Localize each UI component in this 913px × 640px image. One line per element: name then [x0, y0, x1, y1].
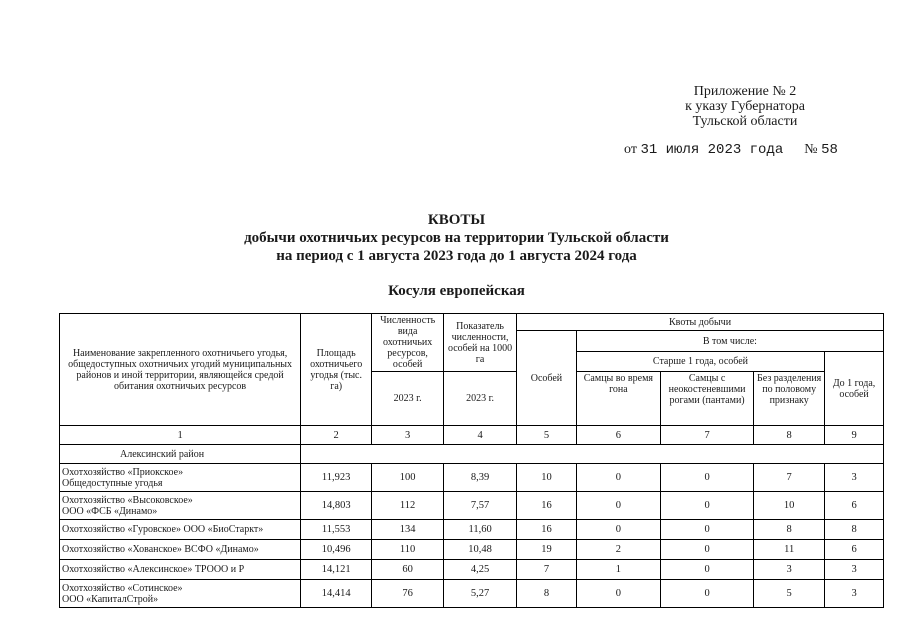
appendix-line-2: к указу Губернатора: [685, 99, 805, 114]
males-antlers-cell: 0: [660, 560, 753, 580]
ground-owner-line: Общедоступные угодья: [62, 477, 163, 489]
no-sex-cell: 8: [754, 520, 825, 540]
males-rut-cell: 2: [576, 540, 660, 560]
under-one-cell: 3: [825, 560, 884, 580]
header-population-year: 2023 г.: [372, 372, 444, 426]
table-row: [60, 492, 884, 520]
population-cell: 76: [372, 580, 444, 608]
under-one-cell: 3: [825, 580, 884, 608]
density-cell: 8,39: [444, 464, 517, 492]
table-row: [60, 560, 884, 580]
males-rut-cell: 0: [576, 580, 660, 608]
header-males-antlers: Самцы с неокостеневшими рогами (пантами): [660, 372, 753, 426]
hunting-ground-name: [60, 580, 301, 608]
header-density-year: 2023 г.: [444, 372, 517, 426]
ground-owner-line: ООО «КапиталСтрой»: [62, 593, 159, 605]
appendix-line-3: Тульской области: [692, 114, 798, 129]
ground-name-line: Охотхозяйство «Хованское» ВСФО «Динамо»: [62, 544, 259, 555]
header-density: Показатель численности, особей на 1000 га: [444, 314, 517, 372]
column-number: 4: [444, 426, 517, 445]
table-row: [60, 540, 884, 560]
column-number: 5: [517, 426, 577, 445]
density-cell: 10,48: [444, 540, 517, 560]
header-name: Наименование закрепленного охотничьего угодья, общедоступных охотничьих угодий муниципальных районов и иной территории, являющейся средой обитания охотничьих ресурсов: [60, 314, 301, 426]
order-number: 58: [821, 142, 838, 158]
species-title: Косуля европейская: [388, 283, 525, 299]
population-cell: 100: [372, 464, 444, 492]
area-cell: 10,496: [301, 540, 372, 560]
ground-name-line: Охотхозяйство «Высоковское»: [62, 494, 193, 506]
column-number: 1: [60, 426, 301, 445]
ground-name-line: Охотхозяйство «Гуровское» ООО «БиоСтаркт»: [62, 524, 264, 535]
under-one-cell: 6: [825, 492, 884, 520]
ground-owner-line: ООО «ФСБ «Динамо»: [62, 505, 158, 517]
area-cell: 14,121: [301, 560, 372, 580]
males-antlers-cell: 0: [660, 540, 753, 560]
no-sex-cell: 5: [754, 580, 825, 608]
header-under-one: До 1 года, особей: [825, 352, 884, 426]
header-older: Старше 1 года, особей: [576, 352, 824, 372]
males-rut-cell: 0: [576, 492, 660, 520]
header-including: В том числе:: [576, 331, 883, 352]
column-number: 3: [372, 426, 444, 445]
total-cell: 16: [517, 492, 577, 520]
column-number: 9: [825, 426, 884, 445]
ground-name-line: Охотхозяйство «Сотинское»: [62, 582, 183, 594]
total-cell: 10: [517, 464, 577, 492]
area-cell: 14,414: [301, 580, 372, 608]
males-antlers-cell: 0: [660, 492, 753, 520]
total-cell: 8: [517, 580, 577, 608]
density-cell: 7,57: [444, 492, 517, 520]
population-cell: 110: [372, 540, 444, 560]
males-rut-cell: 0: [576, 520, 660, 540]
population-cell: 134: [372, 520, 444, 540]
column-number: 8: [754, 426, 825, 445]
title-line-3: на период с 1 августа 2023 года до 1 августа 2024 года: [276, 248, 637, 264]
area-cell: 14,803: [301, 492, 372, 520]
no-sex-cell: 10: [754, 492, 825, 520]
males-antlers-cell: 0: [660, 464, 753, 492]
header-total: Особей: [517, 331, 577, 426]
district-name: Алексинский район: [60, 445, 301, 464]
hunting-ground-name: [60, 492, 301, 520]
no-sex-cell: 7: [754, 464, 825, 492]
column-number-row: [60, 426, 884, 445]
header-population: Численность вида охотничьих ресурсов, особей: [372, 314, 444, 372]
population-cell: 112: [372, 492, 444, 520]
header-no-sex: Без разделения по половому признаку: [754, 372, 825, 426]
no-sex-cell: 11: [754, 540, 825, 560]
area-cell: 11,553: [301, 520, 372, 540]
header-quotas: Квоты добычи: [517, 314, 884, 331]
total-cell: 19: [517, 540, 577, 560]
total-cell: 7: [517, 560, 577, 580]
males-rut-cell: 0: [576, 464, 660, 492]
ground-name-line: Охотхозяйство «Приокское»: [62, 466, 184, 478]
table-row: [60, 520, 884, 540]
title-line-2: добычи охотничьих ресурсов на территории Тульской области: [244, 230, 669, 246]
title-line-1: КВОТЫ: [427, 212, 486, 228]
hunting-ground-name: [60, 540, 301, 560]
header-males-rut: Самцы во время гона: [576, 372, 660, 426]
density-cell: 4,25: [444, 560, 517, 580]
under-one-cell: 8: [825, 520, 884, 540]
males-rut-cell: 1: [576, 560, 660, 580]
header-area: Площадь охотничьего угодья (тыс. га): [301, 314, 372, 426]
order-date: 31 июля 2023 года: [640, 142, 784, 158]
quota-table: [59, 313, 884, 608]
hunting-ground-name: [60, 520, 301, 540]
density-cell: 11,60: [444, 520, 517, 540]
column-number: 6: [576, 426, 660, 445]
column-number: 2: [301, 426, 372, 445]
density-cell: 5,27: [444, 580, 517, 608]
appendix-line-1: Приложение № 2: [693, 84, 797, 99]
area-cell: 11,923: [301, 464, 372, 492]
hunting-ground-name: [60, 464, 301, 492]
under-one-cell: 6: [825, 540, 884, 560]
total-cell: 16: [517, 520, 577, 540]
no-sex-cell: 3: [754, 560, 825, 580]
column-number: 7: [660, 426, 753, 445]
district-row: [60, 445, 884, 464]
ground-name-line: Охотхозяйство «Алексинское» ТРООО и Р: [62, 564, 245, 575]
males-antlers-cell: 0: [660, 580, 753, 608]
population-cell: 60: [372, 560, 444, 580]
table-row: [60, 580, 884, 608]
order-prefix: от: [624, 142, 637, 157]
appendix-block: [640, 84, 850, 129]
males-antlers-cell: 0: [660, 520, 753, 540]
hunting-ground-name: [60, 560, 301, 580]
order-line: [624, 142, 838, 158]
under-one-cell: 3: [825, 464, 884, 492]
document-title: [0, 211, 913, 265]
order-number-label: №: [804, 142, 818, 157]
table-row: [60, 464, 884, 492]
